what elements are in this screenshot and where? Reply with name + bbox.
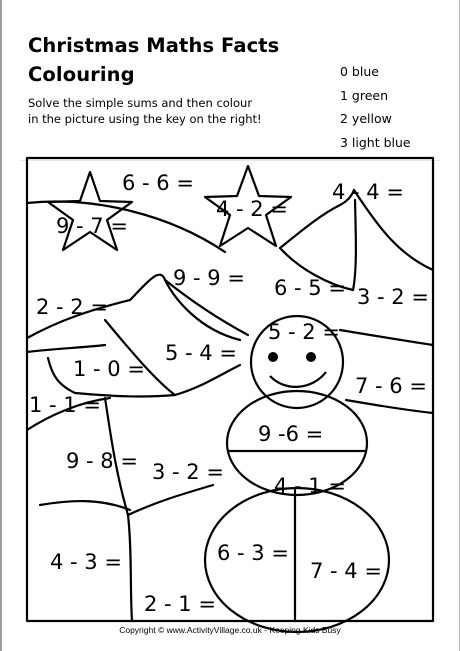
sum-5-4: 5 - 4 =: [165, 341, 237, 365]
sum-4-2: 4 - 2 =: [216, 197, 288, 221]
sum-7-4: 7 - 4 =: [310, 559, 382, 583]
region-line-9-8-bottom: [40, 501, 130, 510]
region-line-3-2-bottom: [128, 485, 213, 515]
sum-9-7: 9 - 7 =: [56, 214, 128, 238]
key-item-green: 1 green: [340, 88, 389, 103]
worksheet-title-line2: Colouring: [28, 63, 135, 86]
sum-7-6: 7 - 6 =: [355, 374, 427, 398]
sum-2-2: 2 - 2 =: [36, 295, 108, 319]
region-line-right-top: [340, 330, 433, 345]
key-item-blue: 0 blue: [340, 64, 379, 79]
sum-1-1: 1 - 1 =: [29, 393, 101, 417]
snowman-right-eye: [306, 352, 316, 362]
region-line-left-mid: [27, 345, 105, 352]
instructions-line2: in the picture using the key on the right!: [28, 112, 262, 126]
key-item-light-blue: 3 light blue: [340, 135, 411, 150]
sum-9-8: 9 - 8 =: [66, 449, 138, 473]
instructions-line1: Solve the simple sums and then colour: [28, 96, 253, 110]
sum-9-6: 9 -6 =: [258, 422, 324, 446]
snowman-left-eye: [268, 352, 278, 362]
sum-3-2-right: 3 - 2 =: [357, 285, 429, 309]
sum-5-2: 5 - 2 =: [268, 320, 340, 344]
snowman-smile: [270, 372, 326, 387]
key-item-yellow: 2 yellow: [340, 111, 392, 126]
sum-3-2: 3 - 2 =: [152, 460, 224, 484]
worksheet-title-line1: Christmas Maths Facts: [28, 34, 280, 57]
sum-6-5: 6 - 5 =: [274, 276, 346, 300]
sum-4-3: 4 - 3 =: [50, 550, 122, 574]
sum-6-6: 6 - 6 =: [122, 171, 194, 195]
copyright-footer: Copyright © www.ActivityVillage.co.uk - Keeping Kids Busy: [119, 625, 341, 635]
sum-4-1: 4 - 1 =: [274, 474, 346, 498]
sum-4-4: 4 - 4 =: [332, 180, 404, 204]
sum-9-9: 9 - 9 =: [173, 266, 245, 290]
sum-1-0: 1 - 0 =: [73, 357, 145, 381]
region-line-right-bottom: [346, 400, 433, 413]
sum-2-1: 2 - 1 =: [144, 592, 216, 616]
sum-6-3: 6 - 3 =: [217, 541, 289, 565]
region-line-5-4-bottom: [175, 365, 240, 395]
region-line-bottom-split: [128, 515, 132, 621]
region-line-6-5-right: [353, 200, 356, 290]
star-left-shape: [48, 172, 132, 250]
